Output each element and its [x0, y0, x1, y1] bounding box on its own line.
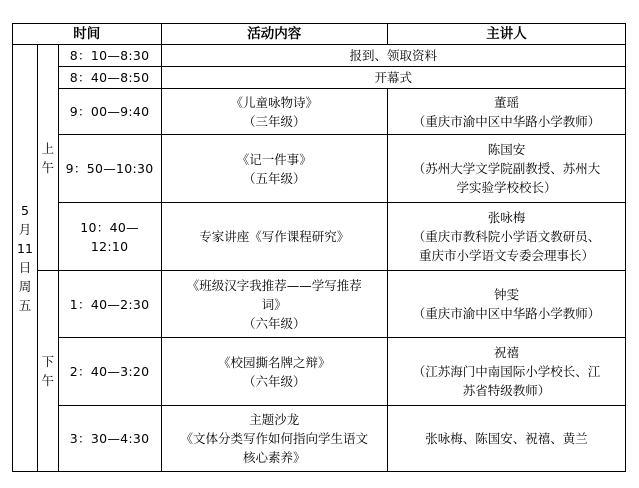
speaker-line: 董瑶 [494, 94, 520, 110]
header-speaker: 主讲人 [388, 24, 626, 45]
time-cell: 8：40—8:50 [58, 67, 161, 89]
speaker-line: （重庆市渝中区中华路小学教师） [412, 306, 601, 321]
content-line: （六年级） [243, 373, 306, 389]
speaker-cell [388, 135, 626, 203]
speaker-cell [388, 338, 626, 406]
table-row [13, 135, 626, 203]
table-row [13, 338, 626, 406]
content-line: 词》 [261, 296, 287, 312]
table-row [13, 67, 626, 89]
content-cell [161, 45, 625, 67]
content-line: （三年级） [243, 113, 306, 129]
speaker-line: 祝禧 [494, 345, 520, 360]
content-cell [161, 203, 387, 271]
date-char: 日 [18, 260, 32, 275]
morning-cell [37, 45, 58, 271]
content-line: 主题沙龙 [249, 412, 300, 427]
speaker-line: （江苏海门中南国际小学校长、江 [412, 364, 601, 379]
date-char: 月 [18, 222, 32, 237]
speaker-line: （重庆市教科院小学语文教研员、 [412, 229, 601, 244]
date-char: 周 [18, 279, 32, 294]
time-cell: 1：40—2:30 [58, 271, 161, 338]
time-cell: 2：40—3:20 [58, 338, 161, 406]
header-content: 活动内容 [161, 24, 387, 45]
content-cell [161, 135, 387, 203]
time-cell: 9：50—10:30 [58, 135, 161, 203]
schedule-table [12, 23, 626, 472]
time-cell: 9：00—9:40 [58, 89, 161, 135]
content-line: 报到、领取资料 [349, 48, 438, 63]
speaker-line: 重庆市小学语文专委会理事长） [419, 248, 595, 263]
afternoon-char: 午 [41, 373, 55, 388]
afternoon-char: 下 [41, 354, 55, 369]
content-line: 专家讲座《写作课程研究》 [199, 229, 350, 244]
speaker-line: 张咏梅、陈国安、祝禧、黄兰 [425, 431, 588, 446]
content-cell [161, 89, 387, 135]
content-cell [161, 67, 625, 89]
morning-char: 午 [41, 159, 55, 175]
morning-char: 上 [41, 140, 55, 156]
date-cell [13, 45, 38, 472]
time-cell: 10：40—12:10 [58, 203, 161, 271]
speaker-line: （重庆市渝中区中华路小学教师） [412, 113, 601, 129]
speaker-cell [388, 271, 626, 338]
date-char: 五 [18, 298, 32, 313]
speaker-line: 学实验学校校长） [456, 180, 557, 195]
content-line: 开幕式 [374, 70, 413, 85]
content-line: （六年级） [243, 315, 306, 331]
content-cell [161, 406, 387, 472]
speaker-cell [388, 203, 626, 271]
date-char: 11 [17, 241, 33, 256]
speaker-line: 张咏梅 [487, 210, 526, 225]
header-time: 时间 [13, 24, 162, 45]
table-row [13, 203, 626, 271]
table-row [13, 271, 626, 338]
speaker-line: 苏省特级教师） [462, 383, 551, 398]
speaker-line: 钟雯 [494, 287, 520, 302]
time-cell: 8：10—8:30 [58, 45, 161, 67]
table-row [13, 89, 626, 135]
table-row [13, 406, 626, 472]
date-char: 5 [20, 203, 29, 218]
time-cell: 3：30—4:30 [58, 406, 161, 472]
speaker-line: （苏州大学文学院副教授、苏州大 [412, 161, 601, 176]
header-row [13, 24, 626, 45]
content-line: 《记一件事》 [236, 151, 312, 167]
content-cell [161, 338, 387, 406]
content-line: 《儿童咏物诗》 [230, 94, 319, 110]
content-line: 《班级汉字我推荐——学写推荐 [186, 277, 362, 293]
afternoon-cell [37, 271, 58, 472]
speaker-cell [388, 89, 626, 135]
content-line: （五年级） [243, 170, 306, 186]
content-line: 《文体分类写作如何指向学生语文 [180, 431, 369, 446]
content-line: 核心素养》 [243, 450, 306, 465]
table-row [13, 45, 626, 67]
content-cell [161, 271, 387, 338]
content-line: 《校园撕名牌之辩》 [218, 354, 331, 370]
speaker-line: 陈国安 [487, 142, 526, 157]
speaker-cell [388, 406, 626, 472]
